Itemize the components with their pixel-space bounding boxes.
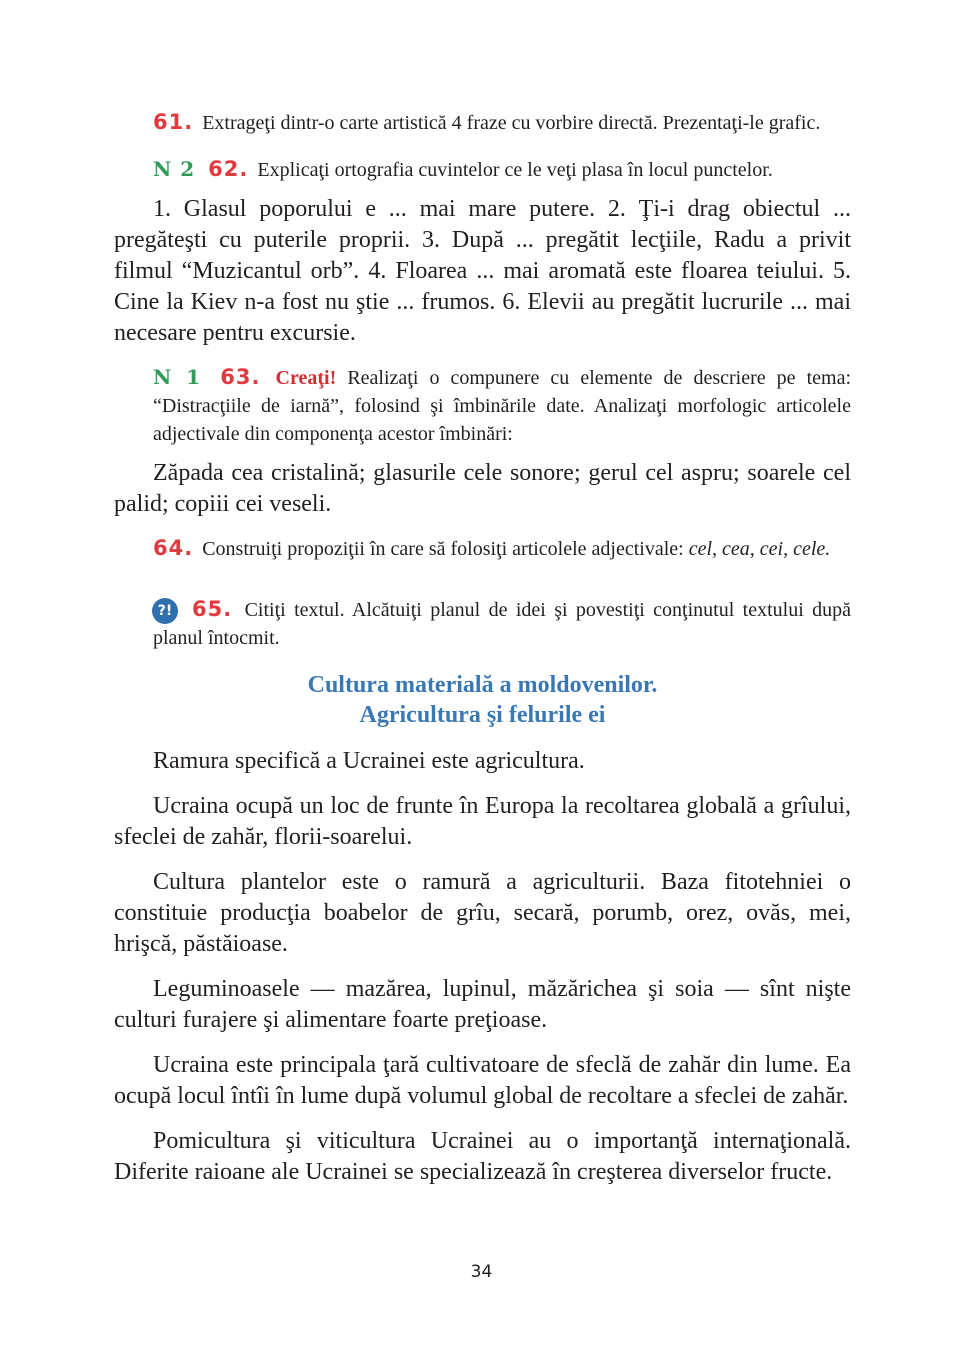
exercise-61: [153, 108, 851, 137]
exercise-number: 65.: [192, 597, 233, 621]
exercise-62-sentences: 1. Glasul poporului e ... mai mare putere. 2. Ţi-i drag obiectul ... pregăteşti cu puterile proprii. 3. După ... pregătit lecţiile, Radu a privit filmul “Muzicantul orb”. 4. Floarea ... mai aromată este floarea teiului. 5. Cine la Kiev n-a fost nu ştie ... frumos. 6. Elevii au pregătit lucrurile ... mai necesare pentru excursie.: [114, 196, 851, 346]
spacer: [114, 581, 851, 595]
article-paragraph: Ucraina este principala ţară cultivatoare de sfeclă de zahăr din lume. Ea ocupă locul întîi în lume după volumul global de recoltare a sfeclei de zahăr.: [114, 1052, 851, 1109]
article-paragraph: Ucraina ocupă un loc de frunte în Europa la recoltarea globală a grîului, sfeclei de zahăr, florii-soarelui.: [114, 793, 851, 850]
exercise-text: Construiţi propoziţii în care să folosiţi articolele adjectivale:: [202, 538, 684, 560]
article-paragraph: Pomicultura şi viticultura Ucrainei au o importanţă internaţională. Diferite raioane ale Ucrainei se specializează în creşterea diverselor fructe.: [114, 1128, 851, 1185]
article-paragraph: Leguminoasele — mazărea, lupinul, măzărichea şi soia — sînt nişte culturi furajere şi alimentare foarte preţioase.: [114, 976, 851, 1033]
exercise-text: Explicaţi ortografia cuvintelor ce le veţi plasa în locul punctelor.: [257, 159, 773, 181]
exercise-64: [153, 534, 851, 563]
exercise-65: [153, 595, 851, 652]
exercise-number: 63.: [220, 365, 261, 389]
create-label: Creaţi!: [275, 367, 337, 389]
page-content: [114, 108, 851, 1202]
article-title-line-2: Agricultura şi felurile ei: [359, 702, 606, 728]
page-number: 34: [470, 1262, 493, 1282]
exercise-text: Citiţi textul. Alcătuiţi planul de idei şi povestiţi conţinutul textului după planul întocmit.: [153, 599, 852, 649]
article-paragraph: Cultura plantelor este o ramură a agriculturii. Baza fitotehniei o constituie producţia boabelor de grîu, secară, porumb, orez, ovăs, mei, hrişcă, păstăioase.: [114, 869, 851, 957]
exercise-text: Extrageţi dintr-o carte artistică 4 fraze cu vorbire directă. Prezentaţi-le grafic.: [202, 112, 821, 134]
exercise-number: 62.: [208, 157, 249, 181]
question-exclamation-icon: ?!: [152, 598, 178, 624]
exercise-number: 61.: [153, 110, 194, 134]
level-badge: N 1: [153, 365, 202, 389]
exercise-63: [153, 363, 851, 448]
exercise-text: Realizaţi o compunere cu elemente de descriere pe tema: “Distracţiile de iarnă”, folosind şi îmbinările date. Analizaţi morfologic articolele adjectivale din componenţa acestor îmbinări:: [153, 367, 852, 445]
article-title-line-1: Cultura materială a moldovenilor.: [307, 672, 658, 698]
exercise-63-phrases: Zăpada cea cristalină; glasurile cele sonore; gerul cel aspru; soarele cel palid; copiii cei veseli.: [114, 460, 851, 517]
level-badge: N 2: [153, 157, 196, 181]
exercise-62: [153, 155, 851, 184]
exercise-italic-words: cel, cea, cei, cele.: [688, 538, 831, 560]
exercise-number: 64.: [153, 536, 194, 560]
article-title: [114, 670, 851, 730]
article-paragraph: Ramura specifică a Ucrainei este agricultura.: [153, 748, 585, 774]
